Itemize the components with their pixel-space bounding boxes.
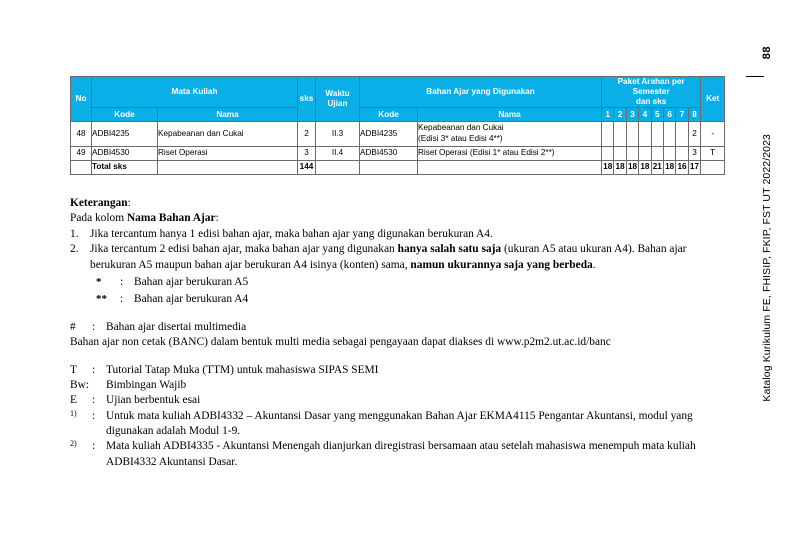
cell-sem-4	[639, 147, 651, 161]
asterisk-double-colon: :	[120, 293, 124, 306]
notes-item-2-part-b: hanya salah satu saja	[397, 243, 502, 256]
total-ket	[701, 161, 725, 175]
total-ba-nama	[418, 161, 602, 175]
e-text: Ujian berbentuk esai	[106, 394, 201, 407]
legend-bw	[70, 378, 708, 393]
cell-sem-4	[639, 122, 651, 147]
cell-no: 48	[71, 122, 92, 147]
cell-sem-2	[614, 147, 626, 161]
total-sks: 144	[298, 161, 316, 175]
th-ket: Ket	[701, 77, 725, 122]
th-sks: sks	[298, 77, 316, 122]
cell-mk-kode: ADBI4235	[92, 122, 158, 147]
table-header-row-1	[71, 77, 725, 108]
th-sem-4: 4	[639, 108, 651, 122]
th-sem-5: 5	[651, 108, 663, 122]
th-mk-kode: Kode	[92, 108, 158, 122]
cell-ba-kode: ADBI4530	[360, 147, 418, 161]
th-waktu-ujian-line1: Waktu	[325, 89, 350, 98]
notes-item-1	[70, 227, 708, 242]
th-sem-6: 6	[663, 108, 675, 122]
side-rail-divider	[746, 76, 764, 77]
cell-ba-nama: Riset Operasi (Edisi 1* atau Edisi 2**)	[418, 147, 602, 161]
cell-sem-1	[602, 147, 614, 161]
side-rail	[718, 46, 794, 466]
footnote-1-marker: 1)	[70, 408, 77, 418]
total-sem-5: 21	[651, 161, 663, 175]
cell-sem-3	[626, 147, 638, 161]
t-colon: :	[92, 363, 96, 376]
t-symbol: T	[70, 363, 77, 376]
th-paket-line1: Paket Arahan per	[617, 77, 685, 86]
table-row	[71, 147, 725, 161]
legend-asterisk-single	[96, 275, 708, 290]
footnote-1-text	[106, 409, 708, 440]
total-label: Total sks	[92, 161, 158, 175]
cell-mk-nama: Kepabeanan dan Cukai	[158, 122, 298, 147]
asterisk-single-symbol: *	[96, 275, 102, 288]
footnote-2-line1: Mata kuliah ADBI4335 - Akuntansi Menengah dianjurkan diregistrasi bersamaan atau setelah mahasiswa menempuh mata	[106, 440, 665, 453]
notes-item-2	[70, 242, 708, 273]
th-sem-2: 2	[614, 108, 626, 122]
notes-section	[70, 196, 708, 470]
footnote-1-line2: yang digunakan adalah Modul 1-9.	[106, 409, 693, 438]
cell-sem-7	[676, 122, 688, 147]
notes-heading-colon: :	[127, 197, 131, 209]
th-paket-arahan	[602, 77, 701, 108]
page-number: 88	[761, 46, 773, 60]
cell-mk-nama: Riset Operasi	[158, 147, 298, 161]
bw-text: Bimbingan Wajib	[106, 378, 187, 391]
cell-sem-7	[676, 147, 688, 161]
cell-sem-6	[663, 147, 675, 161]
notes-item-2-part-d: namun ukurannya saja yang berbeda	[410, 258, 593, 271]
total-sem-1: 18	[602, 161, 614, 175]
total-sem-3: 18	[626, 161, 638, 175]
notes-gap-1	[70, 308, 708, 320]
cell-waktu-ujian: II.3	[316, 122, 360, 147]
table-header-row-2	[71, 108, 725, 122]
notes-item-2-number: 2.	[70, 243, 79, 256]
cell-sem-8: 3	[688, 147, 700, 161]
footnote-1	[70, 409, 708, 440]
cell-ba-nama-line1: Kepabeanan dan Cukai	[418, 123, 504, 133]
cell-sem-5	[651, 147, 663, 161]
total-sem-4: 18	[639, 161, 651, 175]
cell-sem-5	[651, 122, 663, 147]
e-colon: :	[92, 394, 96, 407]
legend-asterisk-double	[96, 292, 708, 307]
notes-item-1-number: 1.	[70, 227, 79, 240]
notes-subheading	[70, 211, 708, 226]
notes-item-2-text	[90, 242, 708, 273]
notes-item-1-text: Jika tercantum hanya 1 edisi bahan ajar, maka bahan ajar yang digunakan berukuran A4.	[90, 227, 493, 240]
asterisk-double-text: Bahan ajar berukuran A4	[134, 293, 249, 306]
legend-e	[70, 393, 708, 408]
notes-item-2-part-c: (ukuran A5 atau ukuran A4). Bahan ajar berukuran A5 maupun bahan ajar berukuran A4 isinya (konten) sama,	[90, 243, 687, 271]
total-waktu-ujian	[316, 161, 360, 175]
cell-waktu-ujian: II.4	[316, 147, 360, 161]
asterisk-single-text: Bahan ajar berukuran A5	[134, 275, 249, 288]
cell-sem-3	[626, 122, 638, 147]
total-ba-kode	[360, 161, 418, 175]
cell-no: 49	[71, 147, 92, 161]
total-spacer	[158, 161, 298, 175]
footnote-1-line1: Untuk mata kuliah ADBI4332 – Akuntansi Dasar yang menggunakan Bahan Ajar EKMA4115 Pengantar Akuntansi, modul	[106, 409, 668, 422]
cell-ba-kode: ADBI4235	[360, 122, 418, 147]
notes-item-2-part-a: Jika tercantum 2 edisi bahan ajar, maka bahan ajar yang digunakan	[90, 243, 398, 256]
hash-symbol: #	[70, 320, 76, 333]
cell-sem-1	[602, 122, 614, 147]
notes-heading-label: Keterangan	[70, 197, 128, 209]
footnote-2-line2: kuliah ADBI4332 Akuntansi Dasar.	[106, 440, 696, 468]
legend-t	[70, 363, 708, 378]
legend-hash	[70, 320, 708, 335]
footnote-2-marker: 2)	[70, 439, 77, 449]
notes-item-2-part-e: .	[592, 258, 596, 271]
th-paket-line3: dan sks	[635, 97, 667, 106]
th-mata-kuliah: Mata Kuliah	[92, 77, 298, 108]
th-no: No	[71, 77, 92, 122]
notes-heading	[70, 196, 708, 211]
t-text: Tutorial Tatap Muka (TTM) untuk mahasiswa SIPAS SEMI	[106, 363, 379, 376]
total-sem-6: 18	[663, 161, 675, 175]
th-paket-line2: Semester	[632, 87, 670, 96]
bw-symbol: Bw:	[70, 378, 89, 391]
th-sem-8: 8	[688, 108, 700, 122]
cell-ba-nama	[418, 122, 602, 147]
th-sem-7: 7	[676, 108, 688, 122]
notes-subheading-pre: Pada kolom	[70, 212, 127, 225]
cell-ket: -	[701, 122, 725, 147]
cell-sem-6	[663, 122, 675, 147]
notes-subheading-bold: Nama Bahan Ajar	[126, 212, 216, 225]
th-waktu-ujian	[316, 77, 360, 122]
asterisk-double-symbol: **	[96, 293, 107, 306]
hash-text: Bahan ajar disertai multimedia	[106, 320, 247, 333]
table-row	[71, 122, 725, 147]
th-ba-nama: Nama	[418, 108, 602, 122]
table-total-row	[71, 161, 725, 175]
footnote-2	[70, 439, 708, 470]
th-ba-kode: Kode	[360, 108, 418, 122]
cell-ket: T	[701, 147, 725, 161]
notes-gap-2	[70, 351, 708, 363]
footnote-2-colon: :	[92, 440, 96, 453]
total-sem-8: 17	[688, 161, 700, 175]
th-bahan-ajar: Bahan Ajar yang Digunakan	[360, 77, 602, 108]
asterisk-single-colon: :	[120, 275, 124, 288]
total-sem-7: 16	[676, 161, 688, 175]
th-sem-3: 3	[626, 108, 638, 122]
th-sem-1: 1	[602, 108, 614, 122]
footnote-2-text	[106, 439, 708, 470]
notes-subheading-post: :	[215, 212, 219, 225]
th-waktu-ujian-line2: Ujian	[327, 99, 348, 108]
cell-ba-nama-line2: (Edisi 3* atau Edisi 4**)	[418, 134, 503, 143]
running-title: Katalog Kurikulum FE, FHISIP, FKIP, FST UT 2022/2023	[761, 134, 773, 402]
cell-sem-2	[614, 122, 626, 147]
total-sem-2: 18	[614, 161, 626, 175]
total-no-cell	[71, 161, 92, 175]
cell-sks: 3	[298, 147, 316, 161]
banc-note: Bahan ajar non cetak (BANC) dalam bentuk multi media sebagai pengayaan dapat diakses di www.p2m2.ut.ac.id/banc	[70, 336, 611, 349]
hash-colon: :	[92, 320, 96, 333]
cell-sem-8: 2	[688, 122, 700, 147]
e-symbol: E	[70, 394, 77, 407]
footnote-1-colon: :	[92, 409, 96, 422]
th-mk-nama: Nama	[158, 108, 298, 122]
course-table	[70, 76, 725, 175]
cell-sks: 2	[298, 122, 316, 147]
cell-mk-kode: ADBI4530	[92, 147, 158, 161]
